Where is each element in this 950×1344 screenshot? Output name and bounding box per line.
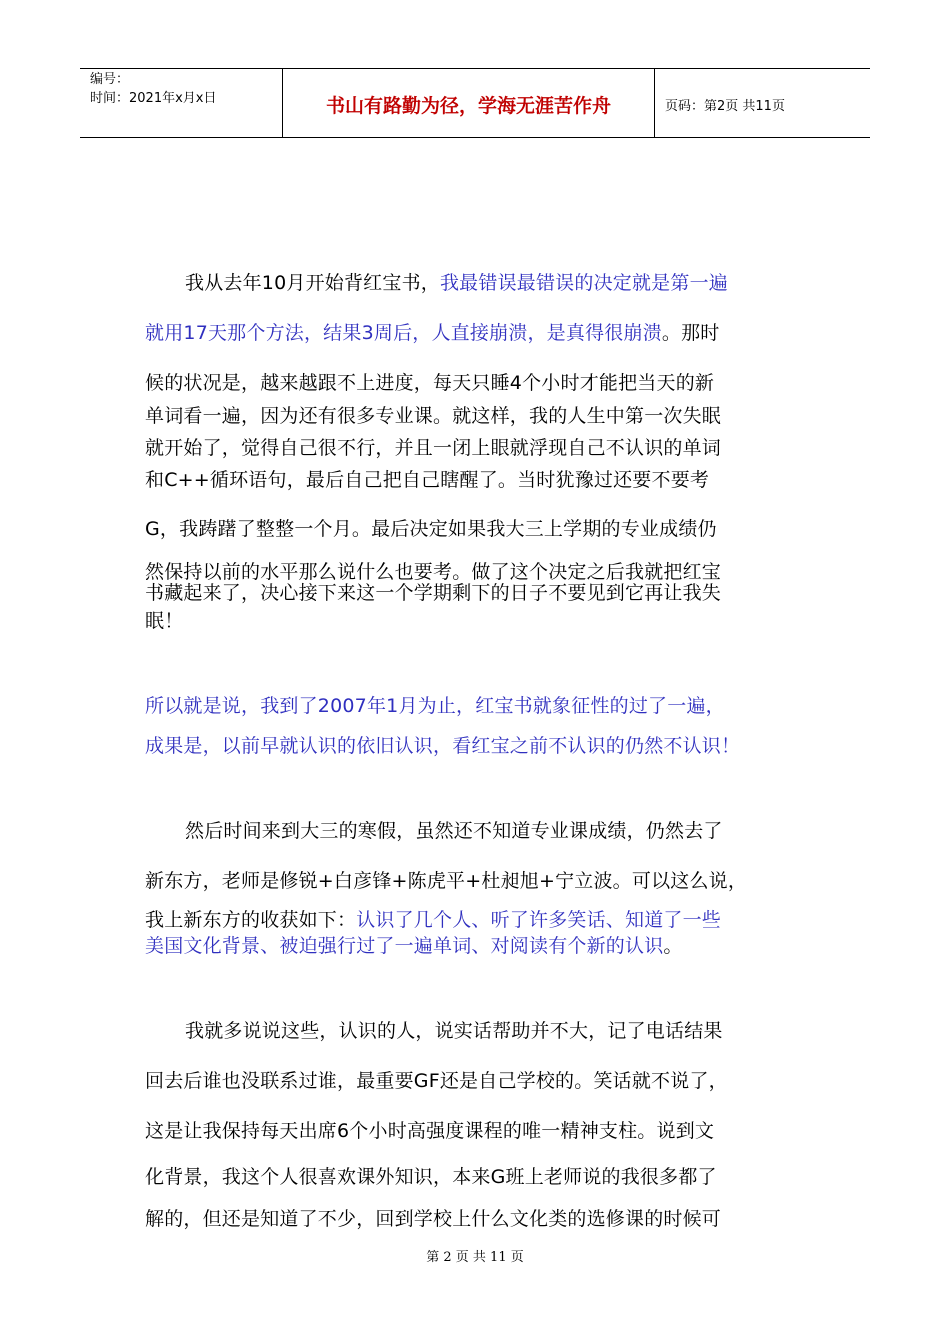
p3-line-2: 新东方，老师是修锐+白彦锋+陈虎平+杜昶旭+宁立波。可以这么说， <box>145 870 748 892</box>
p1-line-9: 书藏起来了，决心接下来这一个学期剩下的日子不要见到它再让我失 <box>145 582 722 604</box>
p3-line-3-highlight: 认识了几个人、听了许多笑话、知道了一些 <box>356 909 722 931</box>
header-page-cell <box>655 69 870 137</box>
header-table <box>80 68 870 138</box>
p1-line-1-text: 我从去年10月开始背红宝书， <box>185 272 440 294</box>
p4-line-3: 这是让我保持每天出席6个小时高强度课程的唯一精神支柱。说到文 <box>145 1120 715 1142</box>
p3-line-3-text: 我上新东方的收获如下： <box>145 909 357 931</box>
p1-line-2 <box>145 321 719 345</box>
p4-line-5: 解的，但还是知道了不少，回到学校上什么文化类的选修课的时候可 <box>145 1208 722 1230</box>
p1-line-2-highlight: 就用17天那个方法，结果3周后，人直接崩溃，是真得很崩溃 <box>145 322 662 344</box>
p3-line-4-text: 。 <box>663 935 683 957</box>
page-footer: 第 2 页 共 11 页 <box>426 1250 524 1265</box>
number-label: 编号： <box>90 72 130 87</box>
p3-line-4 <box>145 934 683 958</box>
p2-line-1: 所以就是说，我到了2007年1月为止，红宝书就象征性的过了一遍， <box>145 695 725 717</box>
p1-line-3: 候的状况是，越来越跟不上进度，每天只睡4个小时才能把当天的新 <box>145 372 715 394</box>
p1-line-10: 眠！ <box>145 610 184 632</box>
header-meta-cell <box>80 69 283 137</box>
p1-line-8: 然保持以前的水平那么说什么也要考。做了这个决定之后我就把红宝 <box>145 561 722 583</box>
p1-line-6: 和C++循环语句，最后自己把自己瞎醒了。当时犹豫过还要不要考 <box>145 469 710 491</box>
p4-line-4: 化背景，我这个人很喜欢课外知识，本来G班上老师说的我很多都了 <box>145 1166 717 1188</box>
p3-line-4-highlight: 美国文化背景、被迫强行过了一遍单词、对阅读有个新的认识 <box>145 935 664 957</box>
p4-line-2: 回去后谁也没联系过谁，最重要GF还是自己学校的。笑话就不说了， <box>145 1070 728 1092</box>
p4-line-1: 我就多说说这些，认识的人，说实话帮助并不大，记了电话结果 <box>185 1020 723 1042</box>
p1-line-1 <box>185 271 728 295</box>
p1-line-7: G，我踌躇了整整一个月。最后决定如果我大三上学期的专业成绩仍 <box>145 518 717 540</box>
time-label: 时间：2021年x月x日 <box>90 91 217 106</box>
p1-line-4: 单词看一遍，因为还有很多专业课。就这样，我的人生中第一次失眠 <box>145 405 722 427</box>
p1-line-5: 就开始了，觉得自己很不行，并且一闭上眼就浮现自己不认识的单词 <box>145 437 722 459</box>
page-code: 页码：第2页 共11页 <box>665 99 785 114</box>
p1-line-1-highlight: 我最错误最错误的决定就是第一遍 <box>439 272 728 294</box>
p2-line-2: 成果是，以前早就认识的依旧认识，看红宝之前不认识的仍然不认识！ <box>145 735 741 757</box>
header-motto-cell <box>283 69 655 137</box>
p1-line-2-text: 。那时 <box>661 322 720 344</box>
p3-line-3 <box>145 908 721 932</box>
p3-line-1: 然后时间来到大三的寒假，虽然还不知道专业课成绩，仍然去了 <box>185 820 723 842</box>
motto: 书山有路勤为径，学海无涯苦作舟 <box>325 95 611 117</box>
